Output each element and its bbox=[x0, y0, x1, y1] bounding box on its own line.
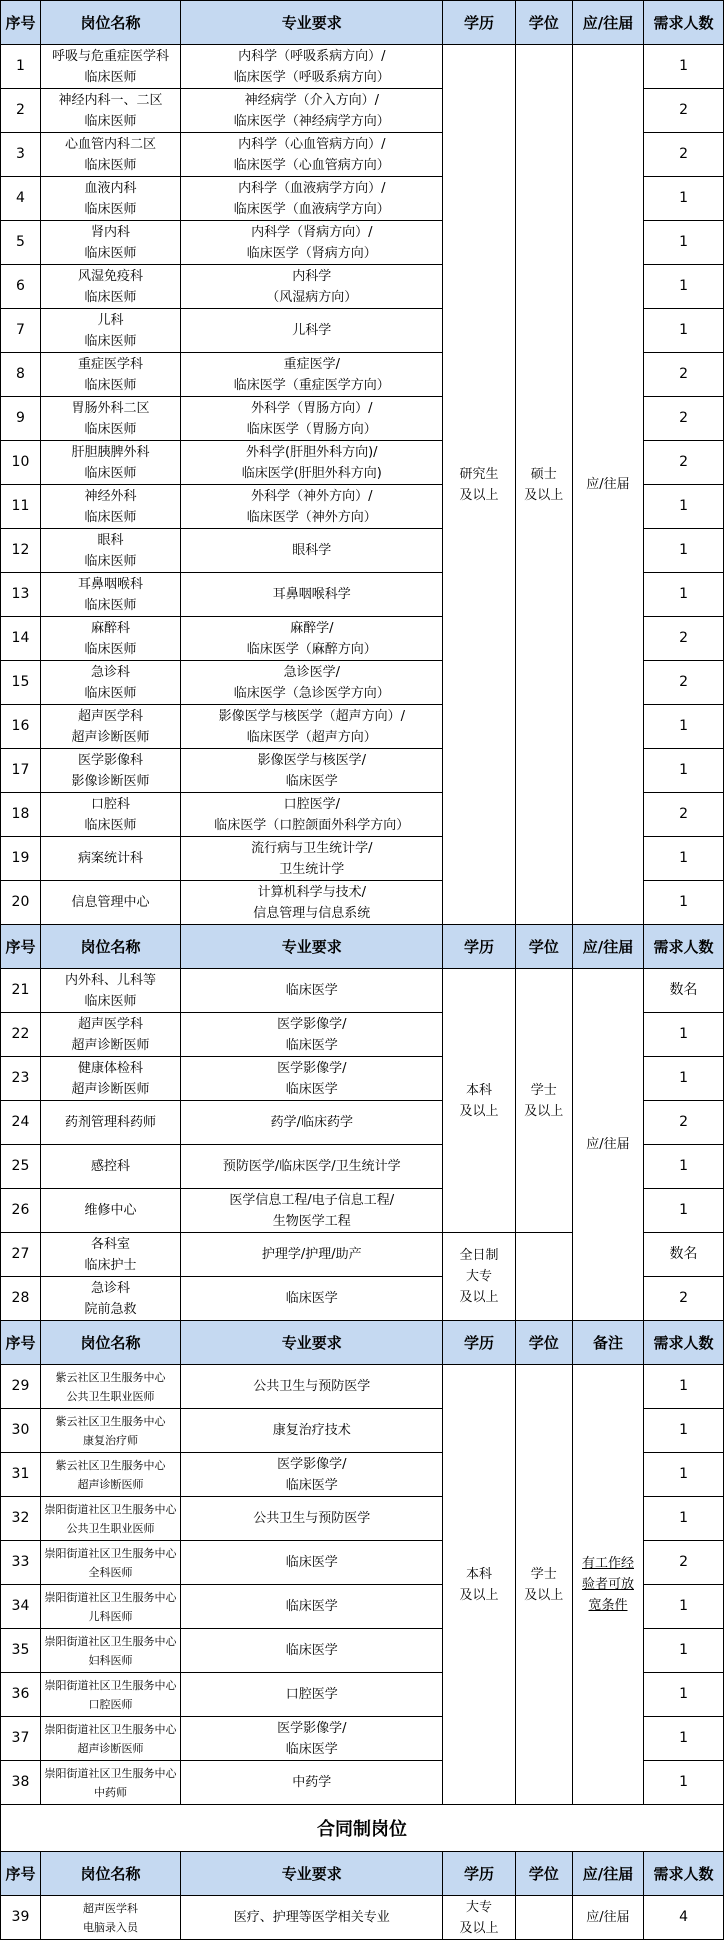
header-seq: 序号 bbox=[1, 1, 41, 45]
header-edu: 学历 bbox=[443, 925, 515, 969]
post-name: 胃肠外科二区 临床医师 bbox=[40, 397, 180, 441]
post-name: 超声医学科 超声诊断医师 bbox=[40, 705, 180, 749]
row-number: 38 bbox=[1, 1761, 41, 1805]
row-number: 39 bbox=[1, 1896, 41, 1940]
post-name: 崇阳街道社区卫生服务中心 口腔医师 bbox=[40, 1673, 180, 1717]
major-requirement: 内科学（呼吸系病方向）/ 临床医学（呼吸系病方向） bbox=[181, 45, 443, 89]
post-name: 超声医学科 超声诊断医师 bbox=[40, 1013, 180, 1057]
count-cell: 1 bbox=[644, 1145, 724, 1189]
count-cell: 1 bbox=[644, 1409, 724, 1453]
major-requirement: 影像医学与核医学（超声方向）/ 临床医学（超声方向） bbox=[181, 705, 443, 749]
post-name: 口腔科 临床医师 bbox=[40, 793, 180, 837]
count-cell: 4 bbox=[644, 1896, 724, 1940]
major-requirement: 外科学（神外方向）/ 临床医学（神外方向） bbox=[181, 485, 443, 529]
row-number: 32 bbox=[1, 1497, 41, 1541]
header-count: 需求人数 bbox=[644, 1, 724, 45]
post-name: 重症医学科 临床医师 bbox=[40, 353, 180, 397]
graduate-cell: 应/往届 bbox=[572, 1896, 643, 1940]
post-name: 病案统计科 bbox=[40, 837, 180, 881]
count-cell: 1 bbox=[644, 1365, 724, 1409]
post-name: 心血管内科二区 临床医师 bbox=[40, 133, 180, 177]
post-name: 崇阳街道社区卫生服务中心 儿科医师 bbox=[40, 1585, 180, 1629]
post-name: 崇阳街道社区卫生服务中心 超声诊断医师 bbox=[40, 1717, 180, 1761]
major-requirement: 医学影像学/ 临床医学 bbox=[181, 1057, 443, 1101]
post-name: 紫云社区卫生服务中心 公共卫生职业医师 bbox=[40, 1365, 180, 1409]
count-cell: 2 bbox=[644, 397, 724, 441]
post-name: 急诊科 临床医师 bbox=[40, 661, 180, 705]
table-row bbox=[1, 1365, 724, 1409]
count-cell: 1 bbox=[644, 705, 724, 749]
row-number: 19 bbox=[1, 837, 41, 881]
major-requirement: 内科学（心血管病方向）/ 临床医学（心血管病方向） bbox=[181, 133, 443, 177]
major-requirement: 药学/临床药学 bbox=[181, 1101, 443, 1145]
table-row bbox=[1, 45, 724, 89]
major-requirement: 外科学(肝胆外科方向)/ 临床医学(肝胆外科方向) bbox=[181, 441, 443, 485]
major-requirement: 临床医学 bbox=[181, 1541, 443, 1585]
post-name: 紫云社区卫生服务中心 超声诊断医师 bbox=[40, 1453, 180, 1497]
post-name: 儿科 临床医师 bbox=[40, 309, 180, 353]
major-requirement: 耳鼻咽喉科学 bbox=[181, 573, 443, 617]
major-requirement: 临床医学 bbox=[181, 1277, 443, 1321]
row-number: 15 bbox=[1, 661, 41, 705]
post-name: 崇阳街道社区卫生服务中心 全科医师 bbox=[40, 1541, 180, 1585]
row-number: 4 bbox=[1, 177, 41, 221]
count-cell: 1 bbox=[644, 1453, 724, 1497]
header-post: 岗位名称 bbox=[40, 1, 180, 45]
major-requirement: 临床医学 bbox=[181, 969, 443, 1013]
post-name: 麻醉科 临床医师 bbox=[40, 617, 180, 661]
contract-section-title: 合同制岗位 bbox=[1, 1805, 724, 1852]
major-requirement: 重症医学/ 临床医学（重症医学方向） bbox=[181, 353, 443, 397]
header-major: 专业要求 bbox=[181, 1321, 443, 1365]
count-cell: 1 bbox=[644, 837, 724, 881]
row-number: 23 bbox=[1, 1057, 41, 1101]
count-cell: 2 bbox=[644, 133, 724, 177]
row-number: 9 bbox=[1, 397, 41, 441]
header-seq: 序号 bbox=[1, 925, 41, 969]
header-row bbox=[1, 1321, 724, 1365]
row-number: 36 bbox=[1, 1673, 41, 1717]
count-cell: 1 bbox=[644, 749, 724, 793]
row-number: 1 bbox=[1, 45, 41, 89]
post-name: 崇阳街道社区卫生服务中心 妇科医师 bbox=[40, 1629, 180, 1673]
count-cell: 1 bbox=[644, 1761, 724, 1805]
count-cell: 1 bbox=[644, 881, 724, 925]
post-name: 神经外科 临床医师 bbox=[40, 485, 180, 529]
major-requirement: 公共卫生与预防医学 bbox=[181, 1365, 443, 1409]
post-name: 眼科 临床医师 bbox=[40, 529, 180, 573]
header-row bbox=[1, 1, 724, 45]
count-cell: 数名 bbox=[644, 1233, 724, 1277]
post-name: 紫云社区卫生服务中心 康复治疗师 bbox=[40, 1409, 180, 1453]
major-requirement: 康复治疗技术 bbox=[181, 1409, 443, 1453]
post-name: 神经内科一、二区 临床医师 bbox=[40, 89, 180, 133]
count-cell: 1 bbox=[644, 221, 724, 265]
education-cell: 本科 及以上 bbox=[443, 969, 515, 1233]
count-cell: 2 bbox=[644, 89, 724, 133]
row-number: 6 bbox=[1, 265, 41, 309]
row-number: 20 bbox=[1, 881, 41, 925]
header-count: 需求人数 bbox=[644, 1852, 724, 1896]
count-cell: 1 bbox=[644, 265, 724, 309]
graduate-cell: 应/往届 bbox=[572, 45, 643, 925]
major-requirement: 医学信息工程/电子信息工程/ 生物医学工程 bbox=[181, 1189, 443, 1233]
degree-cell bbox=[515, 1896, 572, 1940]
count-cell: 1 bbox=[644, 309, 724, 353]
count-cell: 1 bbox=[644, 45, 724, 89]
header-grad: 应/往届 bbox=[572, 925, 643, 969]
count-cell: 1 bbox=[644, 1189, 724, 1233]
count-cell: 1 bbox=[644, 1717, 724, 1761]
post-name: 耳鼻咽喉科 临床医师 bbox=[40, 573, 180, 617]
major-requirement: 预防医学/临床医学/卫生统计学 bbox=[181, 1145, 443, 1189]
row-number: 8 bbox=[1, 353, 41, 397]
contract-title-row bbox=[1, 1805, 724, 1852]
education-cell: 大专 及以上 bbox=[443, 1896, 515, 1940]
row-number: 7 bbox=[1, 309, 41, 353]
header-degree: 学位 bbox=[515, 1321, 572, 1365]
major-requirement: 内科学（血液病学方向）/ 临床医学（血液病学方向） bbox=[181, 177, 443, 221]
row-number: 2 bbox=[1, 89, 41, 133]
header-post: 岗位名称 bbox=[40, 925, 180, 969]
major-requirement: 医学影像学/ 临床医学 bbox=[181, 1453, 443, 1497]
major-requirement: 麻醉学/ 临床医学（麻醉方向） bbox=[181, 617, 443, 661]
graduate-cell: 应/往届 bbox=[572, 969, 643, 1321]
count-cell: 2 bbox=[644, 441, 724, 485]
table-row bbox=[1, 1896, 724, 1940]
row-number: 29 bbox=[1, 1365, 41, 1409]
major-requirement: 内科学 （风湿病方向） bbox=[181, 265, 443, 309]
post-name: 药剂管理科药师 bbox=[40, 1101, 180, 1145]
post-name: 健康体检科 超声诊断医师 bbox=[40, 1057, 180, 1101]
major-requirement: 影像医学与核医学/ 临床医学 bbox=[181, 749, 443, 793]
count-cell: 1 bbox=[644, 1497, 724, 1541]
header-row bbox=[1, 925, 724, 969]
major-requirement: 儿科学 bbox=[181, 309, 443, 353]
major-requirement: 医学影像学/ 临床医学 bbox=[181, 1717, 443, 1761]
major-requirement: 医疗、护理等医学相关专业 bbox=[181, 1896, 443, 1940]
major-requirement: 内科学（肾病方向）/ 临床医学（肾病方向） bbox=[181, 221, 443, 265]
major-requirement: 医学影像学/ 临床医学 bbox=[181, 1013, 443, 1057]
row-number: 25 bbox=[1, 1145, 41, 1189]
header-degree: 学位 bbox=[515, 925, 572, 969]
post-name: 各科室 临床护士 bbox=[40, 1233, 180, 1277]
education-cell: 本科 及以上 bbox=[443, 1365, 515, 1805]
row-number: 27 bbox=[1, 1233, 41, 1277]
count-cell: 1 bbox=[644, 1013, 724, 1057]
major-requirement: 外科学（胃肠方向）/ 临床医学（胃肠方向） bbox=[181, 397, 443, 441]
degree-cell: 学士 及以上 bbox=[515, 1365, 572, 1805]
header-degree: 学位 bbox=[515, 1, 572, 45]
count-cell: 2 bbox=[644, 1541, 724, 1585]
row-number: 11 bbox=[1, 485, 41, 529]
header-grad: 应/往届 bbox=[572, 1852, 643, 1896]
count-cell: 2 bbox=[644, 617, 724, 661]
major-requirement: 眼科学 bbox=[181, 529, 443, 573]
header-edu: 学历 bbox=[443, 1852, 515, 1896]
row-number: 16 bbox=[1, 705, 41, 749]
row-number: 12 bbox=[1, 529, 41, 573]
education-cell: 全日制 大专 及以上 bbox=[443, 1233, 515, 1321]
row-number: 5 bbox=[1, 221, 41, 265]
header-seq: 序号 bbox=[1, 1852, 41, 1896]
major-requirement: 口腔医学 bbox=[181, 1673, 443, 1717]
degree-cell: 硕士 及以上 bbox=[515, 45, 572, 925]
row-number: 13 bbox=[1, 573, 41, 617]
post-name: 血液内科 临床医师 bbox=[40, 177, 180, 221]
degree-cell bbox=[515, 1233, 572, 1321]
post-name: 肾内科 临床医师 bbox=[40, 221, 180, 265]
post-name: 超声医学科 电脑录入员 bbox=[40, 1896, 180, 1940]
header-edu: 学历 bbox=[443, 1321, 515, 1365]
count-cell: 2 bbox=[644, 1101, 724, 1145]
header-count: 需求人数 bbox=[644, 1321, 724, 1365]
row-number: 26 bbox=[1, 1189, 41, 1233]
count-cell: 1 bbox=[644, 573, 724, 617]
count-cell: 数名 bbox=[644, 969, 724, 1013]
header-edu: 学历 bbox=[443, 1, 515, 45]
count-cell: 1 bbox=[644, 1057, 724, 1101]
header-grad: 应/往届 bbox=[572, 1, 643, 45]
header-seq: 序号 bbox=[1, 1321, 41, 1365]
count-cell: 2 bbox=[644, 1277, 724, 1321]
major-requirement: 口腔医学/ 临床医学（口腔颌面外科学方向） bbox=[181, 793, 443, 837]
count-cell: 1 bbox=[644, 485, 724, 529]
header-post: 岗位名称 bbox=[40, 1852, 180, 1896]
header-row bbox=[1, 1852, 724, 1896]
post-name: 肝胆胰脾外科 临床医师 bbox=[40, 441, 180, 485]
row-number: 30 bbox=[1, 1409, 41, 1453]
count-cell: 1 bbox=[644, 177, 724, 221]
row-number: 10 bbox=[1, 441, 41, 485]
education-cell: 研究生 及以上 bbox=[443, 45, 515, 925]
row-number: 22 bbox=[1, 1013, 41, 1057]
count-cell: 1 bbox=[644, 529, 724, 573]
count-cell: 1 bbox=[644, 1673, 724, 1717]
major-requirement: 计算机科学与技术/ 信息管理与信息系统 bbox=[181, 881, 443, 925]
post-name: 信息管理中心 bbox=[40, 881, 180, 925]
header-major: 专业要求 bbox=[181, 925, 443, 969]
row-number: 37 bbox=[1, 1717, 41, 1761]
row-number: 18 bbox=[1, 793, 41, 837]
row-number: 21 bbox=[1, 969, 41, 1013]
post-name: 呼吸与危重症医学科 临床医师 bbox=[40, 45, 180, 89]
post-name: 医学影像科 影像诊断医师 bbox=[40, 749, 180, 793]
post-name: 急诊科 院前急救 bbox=[40, 1277, 180, 1321]
row-number: 17 bbox=[1, 749, 41, 793]
post-name: 感控科 bbox=[40, 1145, 180, 1189]
major-requirement: 临床医学 bbox=[181, 1629, 443, 1673]
count-cell: 1 bbox=[644, 1629, 724, 1673]
header-post: 岗位名称 bbox=[40, 1321, 180, 1365]
count-cell: 2 bbox=[644, 661, 724, 705]
header-degree: 学位 bbox=[515, 1852, 572, 1896]
major-requirement: 公共卫生与预防医学 bbox=[181, 1497, 443, 1541]
header-remark: 备注 bbox=[572, 1321, 643, 1365]
post-name: 风湿免疫科 临床医师 bbox=[40, 265, 180, 309]
post-name: 崇阳街道社区卫生服务中心 公共卫生职业医师 bbox=[40, 1497, 180, 1541]
row-number: 34 bbox=[1, 1585, 41, 1629]
row-number: 28 bbox=[1, 1277, 41, 1321]
degree-cell: 学士 及以上 bbox=[515, 969, 572, 1233]
major-requirement: 临床医学 bbox=[181, 1585, 443, 1629]
post-name: 内外科、儿科等 临床医师 bbox=[40, 969, 180, 1013]
row-number: 24 bbox=[1, 1101, 41, 1145]
row-number: 31 bbox=[1, 1453, 41, 1497]
count-cell: 2 bbox=[644, 793, 724, 837]
major-requirement: 神经病学（介入方向）/ 临床医学（神经病学方向） bbox=[181, 89, 443, 133]
remark-cell: 有工作经 验者可放 宽条件 bbox=[572, 1365, 643, 1805]
header-major: 专业要求 bbox=[181, 1, 443, 45]
row-number: 35 bbox=[1, 1629, 41, 1673]
major-requirement: 流行病与卫生统计学/ 卫生统计学 bbox=[181, 837, 443, 881]
count-cell: 2 bbox=[644, 353, 724, 397]
header-major: 专业要求 bbox=[181, 1852, 443, 1896]
major-requirement: 急诊医学/ 临床医学（急诊医学方向） bbox=[181, 661, 443, 705]
table-row bbox=[1, 969, 724, 1013]
post-name: 维修中心 bbox=[40, 1189, 180, 1233]
row-number: 33 bbox=[1, 1541, 41, 1585]
row-number: 14 bbox=[1, 617, 41, 661]
row-number: 3 bbox=[1, 133, 41, 177]
count-cell: 1 bbox=[644, 1585, 724, 1629]
major-requirement: 中药学 bbox=[181, 1761, 443, 1805]
major-requirement: 护理学/护理/助产 bbox=[181, 1233, 443, 1277]
post-name: 崇阳街道社区卫生服务中心 中药师 bbox=[40, 1761, 180, 1805]
header-count: 需求人数 bbox=[644, 925, 724, 969]
